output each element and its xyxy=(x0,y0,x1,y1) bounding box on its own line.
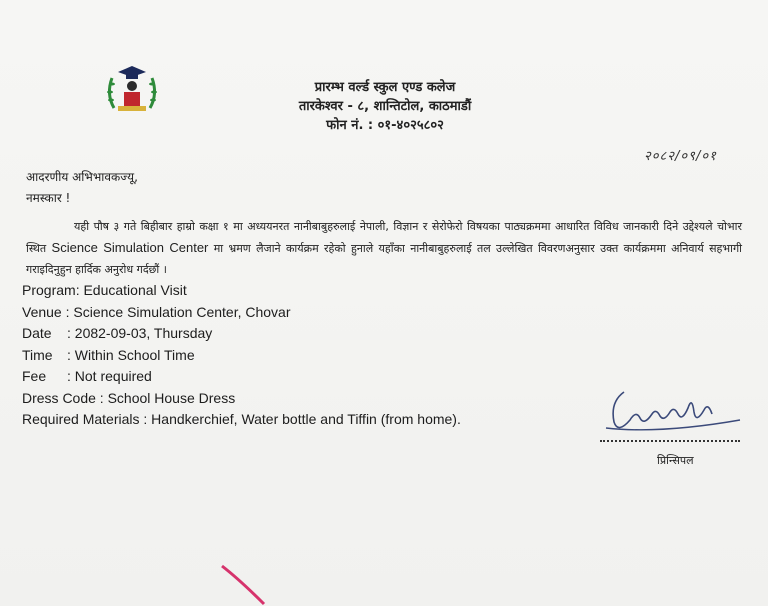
school-logo xyxy=(104,64,160,114)
school-header xyxy=(240,78,530,135)
visit-details xyxy=(22,280,461,431)
detail-dress-code: Dress Code : School House Dress xyxy=(22,389,236,406)
pen-mark xyxy=(220,562,280,606)
school-address: तारकेश्वर - ८, शान्तिटोल, काठमाडौं xyxy=(298,99,472,114)
body-paragraph xyxy=(26,216,742,280)
detail-venue: Venue : Science Simulation Center, Chovar xyxy=(22,303,291,320)
detail-materials: Required Materials : Handkerchief, Water bottle and Tiffin (from home). xyxy=(22,411,461,427)
letter-date: २०८२/०९/०१ xyxy=(644,149,717,164)
principal-title: प्रिन्सिपल xyxy=(657,454,694,467)
detail-time: Time : Within School Time xyxy=(22,346,195,363)
signature-line xyxy=(600,440,740,442)
greeting: नमस्कार ! xyxy=(26,191,71,205)
detail-date: Date : 2082-09-03, Thursday xyxy=(22,325,213,341)
body-part-2: मा भ्रमण लैजाने कार्यक्रम रहेको हुनाले यहाँका नानीबाबुहरुलाई तल उल्लेखित विवरणअनुसार उक्त कार्यक्रममा अनिवार्य सहभागी गराइदिनुहुन हार्दिक अनुरोध गर्दछौं । xyxy=(26,242,742,276)
school-phone: फोन नं. : ०१-४०२५८०२ xyxy=(326,118,444,133)
principal-signature xyxy=(600,372,750,442)
salutation: आदरणीय अभिभावकज्यू, xyxy=(26,170,138,184)
body-venue: Science Simulation Center xyxy=(51,240,209,255)
detail-program: Program: Educational Visit xyxy=(22,282,187,298)
school-name: प्रारम्भ वर्ल्ड स्कुल एण्ड कलेज xyxy=(314,80,456,95)
body-part-1: यही पौष ३ गते बिहीबार हाम्रो कक्षा १ मा अध्ययनरत नानीबाबुहरुलाई नेपाली, विज्ञान र सेरोफेरो विषयका पाठ्यक्रममा आधारित विविध जानकारी दिने उद्देश्यले चोभार स्थित xyxy=(26,220,742,255)
detail-fee: Fee : Not required xyxy=(22,368,152,384)
